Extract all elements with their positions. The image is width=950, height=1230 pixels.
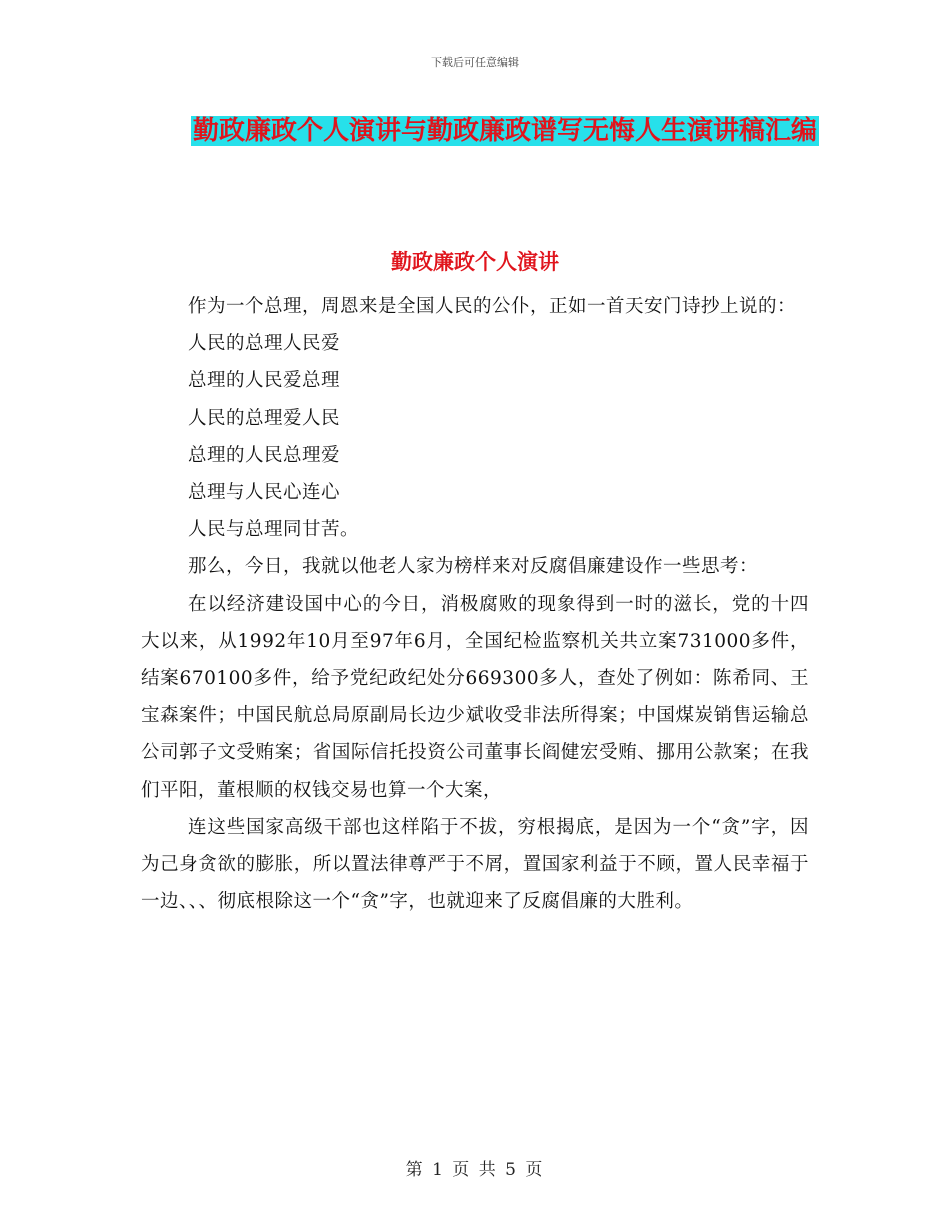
paragraph: 在以经济建设国中心的今日，消极腐败的现象得到一时的滋长，党的十四大以来，从1992年10月至97年6月，全国纪检监察机关共立案731000多件，结案670100多件，给予党纪政纪处分669300多人，查处了例如：陈希同、王宝森案件；中国民航总局原副局长边少斌收受非法所得案；中国煤炭销售运输总公司郭子文受贿案；省国际信托投资公司董事长阎健宏受贿、挪用公款案；在我们平阳，董根顺的权钱交易也算一个大案， [141, 593, 809, 801]
paragraph: 作为一个总理，周恩来是全国人民的公仆，正如一首天安门诗抄上说的： [188, 296, 797, 317]
poem-line: 人民与总理同甘苦。 [188, 519, 360, 541]
paragraph: 那么，今日，我就以他老人家为榜样来对反腐倡廉建设作一些思考： [188, 556, 759, 578]
poem-line: 人民的总理人民爱 [188, 333, 341, 355]
page-header-note: 下载后可任意编辑 [431, 56, 519, 69]
document-title-text: 勤政廉政个人演讲与勤政廉政谱写无悔人生演讲稿汇编 [192, 116, 817, 146]
poem-line: 总理的人民总理爱 [188, 444, 341, 466]
poem-line: 总理与人民心连心 [188, 482, 341, 504]
poem-line: 人民的总理爱人民 [188, 407, 341, 429]
section-title: 勤政廉政个人演讲 [391, 250, 559, 274]
document-title [150, 108, 860, 154]
document-body [141, 288, 809, 920]
poem-line: 总理的人民爱总理 [188, 370, 341, 392]
page-number: 第 1 页 共 5 页 [405, 1160, 545, 1180]
paragraph: 连这些国家高级干部也这样陷于不拔，穷根揭底，是因为一个“贪”字，因为己身贪欲的膨胀，所以置法律尊严于不屑，置国家利益于不顾，置人民幸福于一边、、、彻底根除这一个“贪”字，也就迎来了反腐倡廉的大胜利。 [141, 816, 809, 913]
